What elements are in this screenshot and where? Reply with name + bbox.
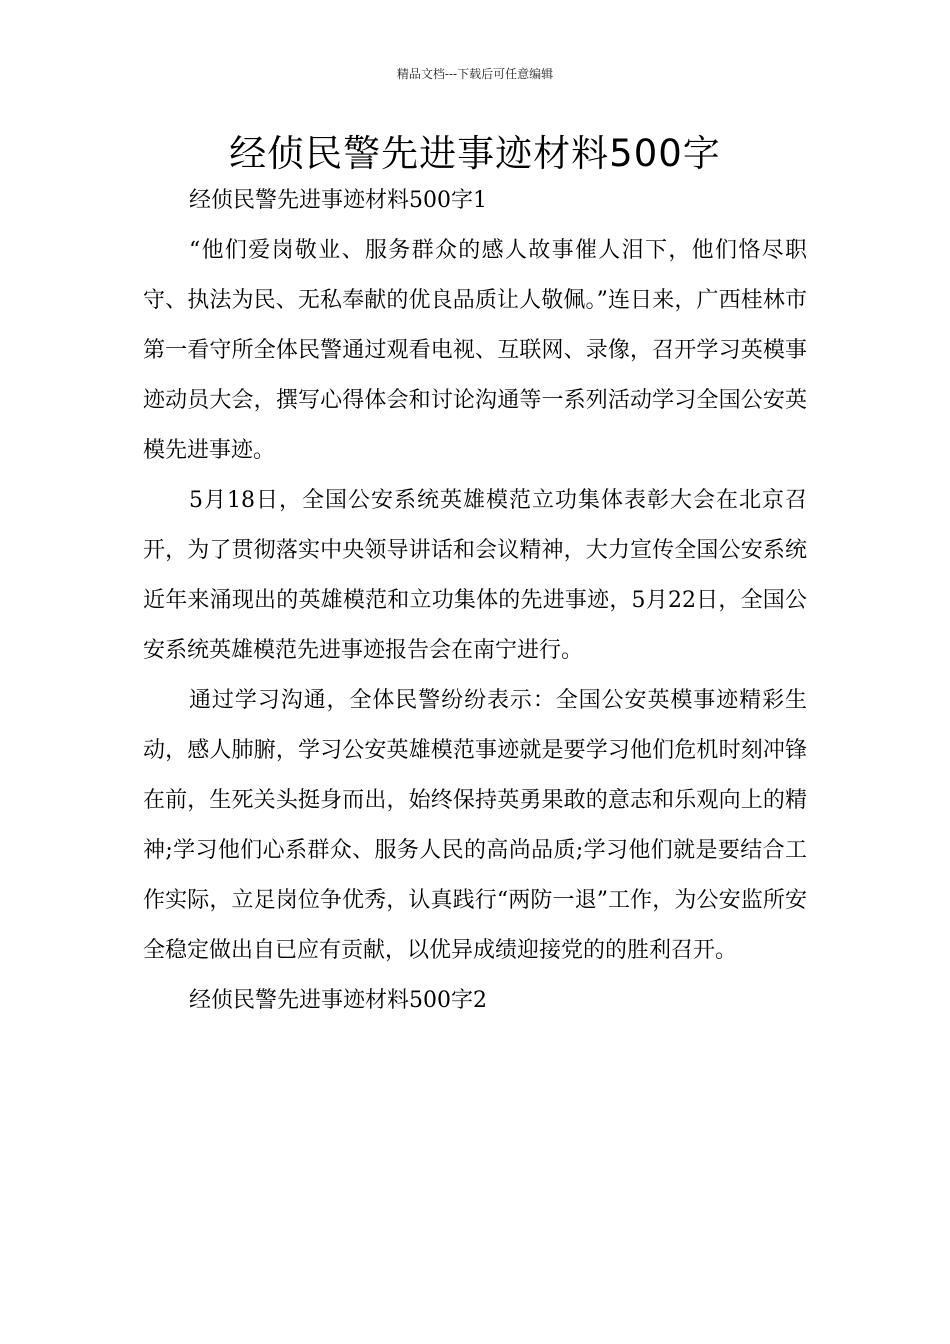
body-paragraph-2: 5月18日，全国公安系统英雄模范立功集体表彰大会在北京召开，为了贯彻落实中央领导讲话和会议精神，大力宣传全国公安系统近年来涌现出的英雄模范和立功集体的先进事迹，5月22日，全国公安系统英雄模范先进事迹报告会在南宁进行。 — [143, 488, 807, 663]
body-paragraph-3: 通过学习沟通，全体民警纷纷表示：全国公安英模事迹精彩生动，感人肺腑，学习公安英雄模范事迹就是要学习他们危机时刻冲锋在前，生死关头挺身而出，始终保持英勇果敢的意志和乐观向上的精神;学习他们心系群众、服务人民的高尚品质;学习他们就是要结合工作实际，立足岗位争优秀，认真践行“两防一退”工作，为公安监所安全稳定做出自已应有贡献，以优异成绩迎接党的的胜利召开。 — [143, 688, 807, 963]
document-body — [143, 176, 807, 1026]
section-heading-1: 经侦民警先进事迹材料500字1 — [189, 188, 487, 213]
document-title: 经侦民警先进事迹材料500字 — [229, 132, 721, 175]
section-heading-2: 经侦民警先进事迹材料500字2 — [189, 988, 487, 1013]
body-paragraph-1: “他们爱岗敬业、服务群众的感人故事催人泪下，他们恪尽职守、执法为民、无私奉献的优良品质让人敬佩。”连日来，广西桂林市第一看守所全体民警通过观看电视、互联网、录像，召开学习英模事迹动员大会，撰写心得体会和讨论沟通等一系列活动学习全国公安英模先进事迹。 — [143, 238, 807, 463]
page-header-note: 精品文档---下载后可任意编辑 — [396, 67, 554, 81]
